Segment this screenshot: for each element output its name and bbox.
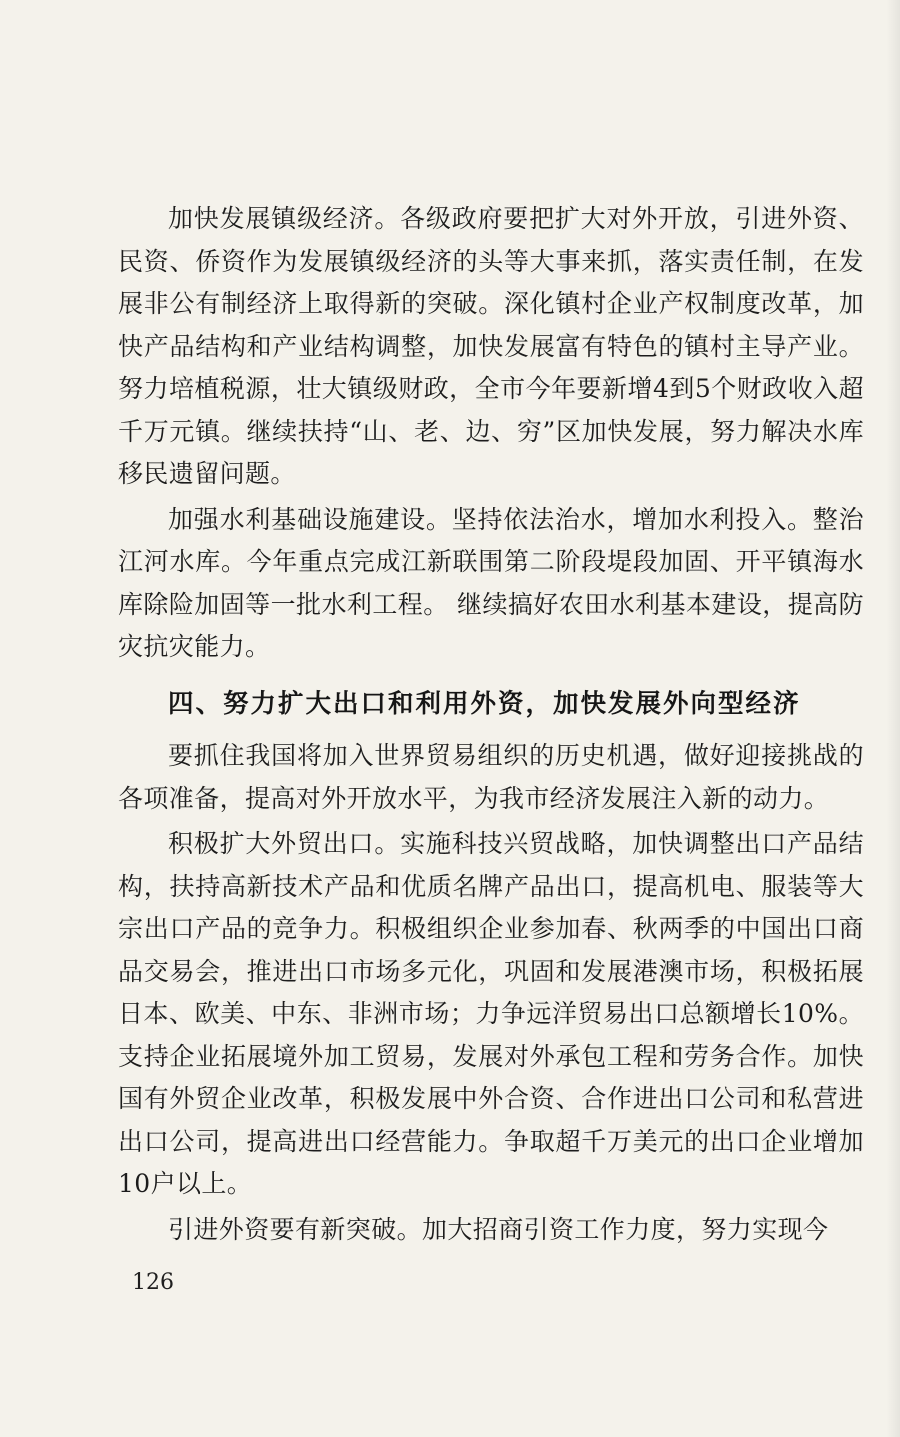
paragraph-town-economy: 加快发展镇级经济。各级政府要把扩大对外开放，引进外资、民资、侨资作为发展镇级经济的头等大事来抓，落实责任制，在发展非公有制经济上取得新的突破。深化镇村企业产权制度改革，加快产品结构和产业结构调整，加快发展富有特色的镇村主导产业。努力培植税源，壮大镇级财政，全市今年要新增4到5个财政收入超千万元镇。继续扶持“山、老、边、穷”区加快发展，努力解决水库移民遗留问题。 (118, 204, 864, 488)
scan-shadow (886, 0, 900, 1437)
paragraph-water-infrastructure: 加强水利基础设施建设。坚持依法治水，增加水利投入。整治江河水库。今年重点完成江新联围第二阶段堤段加固、开平镇海水库除险加固等一批水利工程。 继续搞好农田水利基本建设，提高防灾抗灾能力。 (118, 504, 864, 661)
page-number: 126 (132, 1270, 174, 1295)
section-heading: 四、努力扩大出口和利用外资，加快发展外向型经济 (168, 688, 801, 719)
paragraph-export-expansion: 积极扩大外贸出口。实施科技兴贸战略，加快调整出口产品结构，扶持高新技术产品和优质名牌产品出口，提高机电、服装等大宗出口产品的竞争力。积极组织企业参加春、秋两季的中国出口商品交易会，推进出口市场多元化，巩固和发展港澳市场，积极拓展日本、欧美、中东、非洲市场；力争远洋贸易出口总额增长10%。支持企业拓展境外加工贸易，发展对外承包工程和劳务合作。加快国有外贸企业改革，积极发展中外合资、合作进出口公司和私营进出口公司，提高进出口经营能力。争取超千万美元的出口企业增加10户以上。 (118, 829, 864, 1198)
paragraph-foreign-investment: 引进外资要有新突破。加大招商引资工作力度，努力实现今 (168, 1214, 829, 1244)
paragraph-wto-opportunity: 要抓住我国将加入世界贸易组织的历史机遇，做好迎接挑战的各项准备，提高对外开放水平，为我市经济发展注入新的动力。 (118, 741, 864, 813)
body-text (118, 198, 864, 1254)
